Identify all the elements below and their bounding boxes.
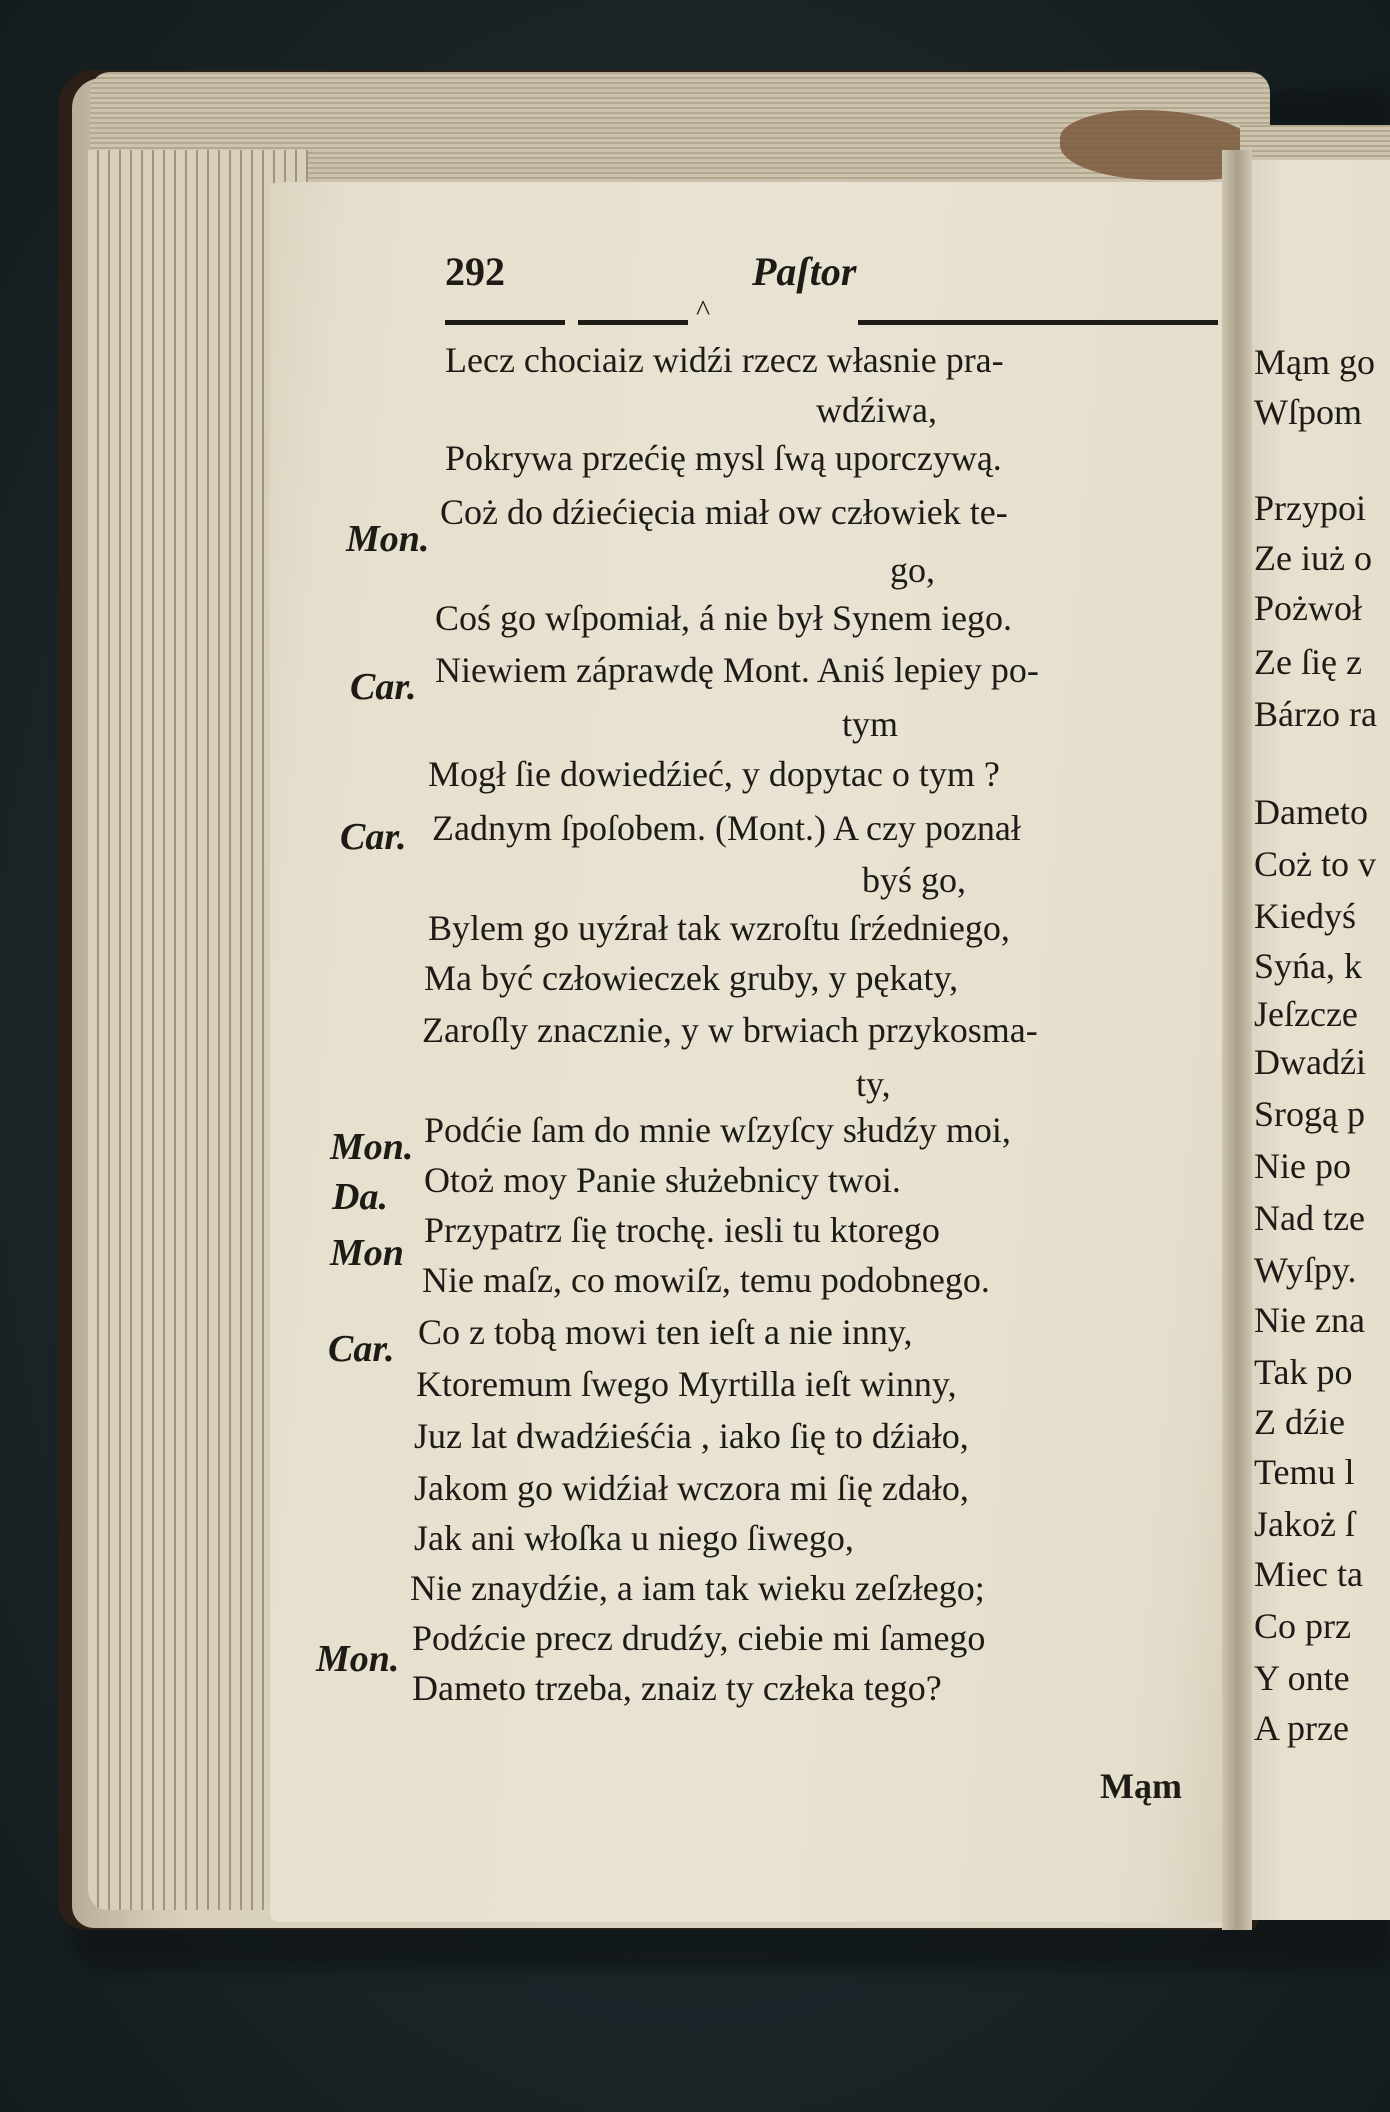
header-rule-mid bbox=[578, 320, 688, 325]
speaker-label: Car. bbox=[340, 816, 407, 858]
next-page-line: Miec ta bbox=[1254, 1554, 1363, 1594]
text-line: Otoż moy Panie służebnicy twoi. bbox=[424, 1160, 901, 1200]
text-line: Podźcie precz drudźy, ciebie mi ſamego bbox=[412, 1618, 986, 1658]
text-line: Bylem go uyźrał tak wzroſtu ſrźedniego, bbox=[428, 908, 1010, 948]
running-head: Paſtor bbox=[752, 249, 857, 294]
catchword: Mąm bbox=[1100, 1766, 1182, 1806]
next-page-line: Jakoż ſ bbox=[1254, 1504, 1355, 1544]
next-page-line: Pożwoł bbox=[1254, 588, 1362, 628]
text-line: Ktoremum ſwego Myrtilla ieſt winny, bbox=[416, 1364, 957, 1404]
next-page-line: Jeſzcze bbox=[1254, 994, 1358, 1034]
text-line: Coś go wſpomiał, á nie był Synem iego. bbox=[435, 598, 1012, 638]
next-page-line: Wyſpy. bbox=[1254, 1250, 1357, 1290]
text-line: go, bbox=[890, 550, 935, 590]
speaker-label: Mon. bbox=[346, 518, 430, 560]
next-page-line: Coż to v bbox=[1254, 844, 1376, 884]
text-line: Nie maſz, co mowiſz, temu podobnego. bbox=[422, 1260, 990, 1300]
next-page-line: Temu l bbox=[1254, 1452, 1355, 1492]
text-line: Mogł ſie dowiedźieć, y dopytac o tym ? bbox=[428, 754, 1000, 794]
next-page-line: Nie zna bbox=[1254, 1300, 1365, 1340]
next-page-line: Ze iuż o bbox=[1254, 538, 1372, 578]
speaker-label: Mon. bbox=[316, 1638, 400, 1680]
text-line: wdźiwa, bbox=[816, 390, 937, 430]
text-line: Zaroſly znacznie, y w brwiach przykosma- bbox=[422, 1010, 1038, 1050]
page-number: 292 bbox=[445, 249, 505, 294]
text-line: Coż do dźiećięcia miał ow człowiek te- bbox=[440, 492, 1008, 532]
gutter bbox=[1222, 150, 1252, 1930]
next-page-line: Tak po bbox=[1254, 1352, 1353, 1392]
next-page-line: Dwadźi bbox=[1254, 1042, 1366, 1082]
text-line: Pokrywa przećię mysl ſwą uporczywą. bbox=[445, 438, 1002, 478]
speaker-label: Car. bbox=[350, 666, 417, 708]
text-line: ty, bbox=[856, 1064, 891, 1104]
next-page-line: Przypoi bbox=[1254, 488, 1366, 528]
speaker-label: Da. bbox=[332, 1176, 388, 1218]
text-line: Lecz chociaiz widźi rzecz własnie pra- bbox=[445, 340, 1004, 380]
next-page-line: Srogą p bbox=[1254, 1094, 1365, 1134]
text-line: Jakom go widźiał wczora mi ſię zdało, bbox=[414, 1468, 969, 1508]
next-page-line: Y onte bbox=[1254, 1658, 1350, 1698]
text-line: tym bbox=[842, 704, 899, 744]
text-line: Jak ani włoſka u niego ſiwego, bbox=[414, 1518, 854, 1558]
next-page-line: Bárzo ra bbox=[1254, 694, 1377, 734]
next-page-line: Z dźie bbox=[1254, 1402, 1345, 1442]
text-line: Ma być człowieczek gruby, y pękaty, bbox=[424, 958, 959, 998]
text-line: Juz lat dwadźieśćia , iako ſię to dźiało, bbox=[414, 1416, 969, 1456]
header-rule-left bbox=[445, 320, 565, 325]
text-line: Zadnym ſpoſobem. (Mont.) A czy poznał bbox=[432, 808, 1021, 848]
text-line: Przypatrz ſię trochę. iesli tu ktorego bbox=[424, 1210, 940, 1250]
header-ornament: ^ bbox=[696, 294, 711, 327]
next-page-line: Nie po bbox=[1254, 1146, 1351, 1186]
next-page-line: Co prz bbox=[1254, 1606, 1351, 1646]
text-line: Dameto trzeba, znaiz ty człeka tego? bbox=[412, 1668, 942, 1708]
text-line: Niewiem záprawdę Mont. Aniś lepiey po- bbox=[435, 650, 1039, 690]
text-line: Co z tobą mowi ten ieſt a nie inny, bbox=[418, 1312, 913, 1352]
speaker-label: Mon bbox=[330, 1232, 404, 1274]
text-line: Podćie ſam do mnie wſzyſcy słudźy moi, bbox=[424, 1110, 1011, 1150]
text-line: byś go, bbox=[862, 860, 967, 900]
next-page-line: Dameto bbox=[1254, 792, 1368, 832]
speaker-label: Car. bbox=[328, 1328, 395, 1370]
header-rule-right bbox=[858, 320, 1218, 325]
text-line: Nie znaydźie, a iam tak wieku zeſzłego; bbox=[410, 1568, 985, 1608]
speaker-label: Mon. bbox=[330, 1126, 414, 1168]
next-page-line: A prze bbox=[1254, 1708, 1349, 1748]
next-page-line: Ze ſię z bbox=[1254, 642, 1362, 682]
next-page-line: Nad tze bbox=[1254, 1198, 1365, 1238]
next-page-line: Syńa, k bbox=[1254, 946, 1362, 986]
next-page-line: Kiedyś bbox=[1254, 896, 1356, 936]
next-page-line: Wſpom bbox=[1254, 392, 1362, 432]
next-page-line: Mąm go bbox=[1254, 342, 1375, 382]
